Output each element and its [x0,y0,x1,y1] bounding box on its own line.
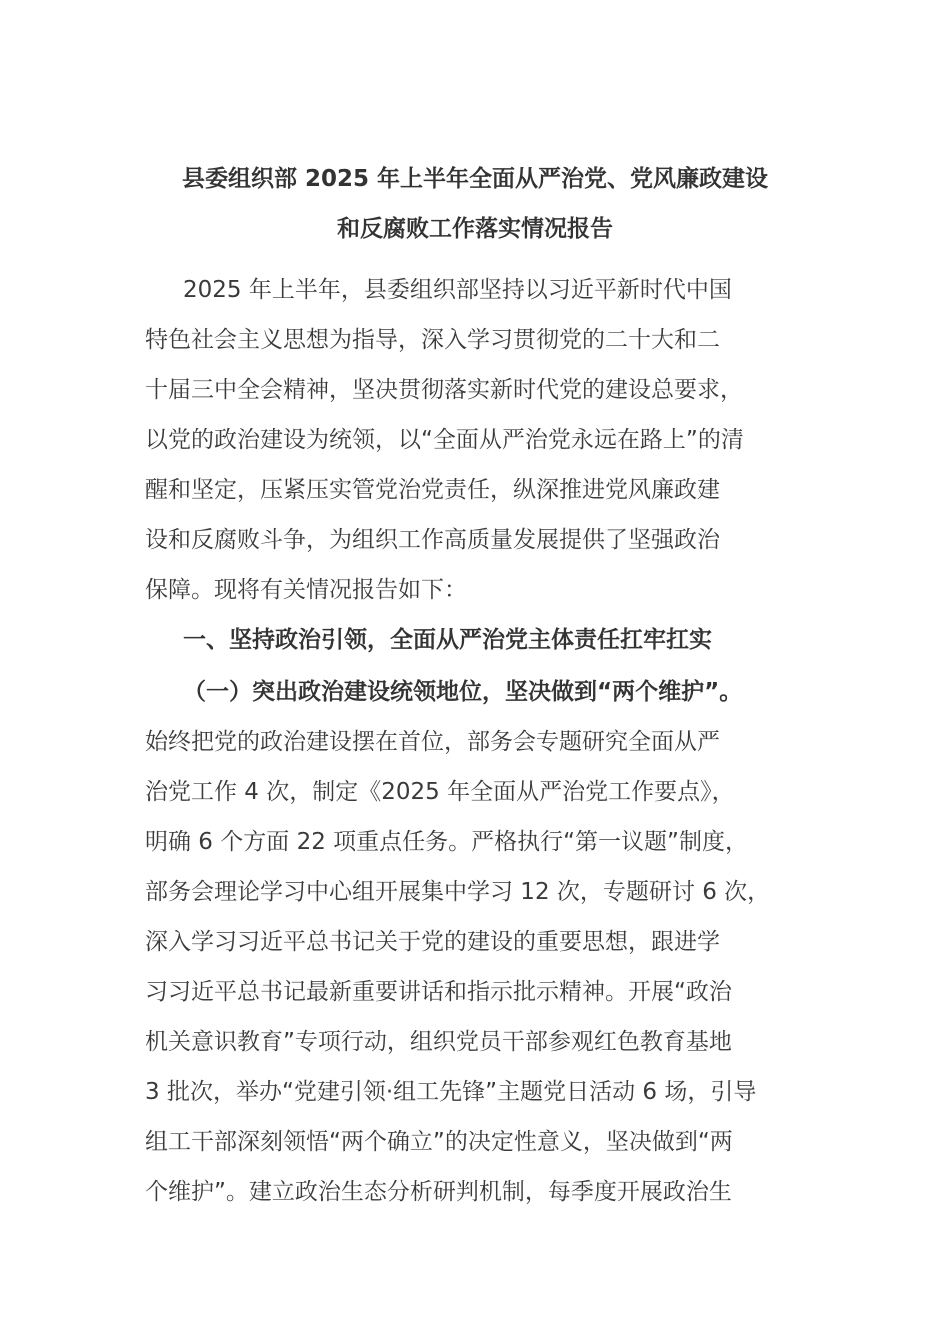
paragraph-line: 治党工作 4 次，制定《2025 年全面从严治党工作要点》， [145,779,735,805]
paragraph-line: 习习近平总书记最新重要讲话和指示批示精神。开展“政治 [145,979,732,1005]
paragraph-line: 以党的政治建设为统领，以“全面从严治党永远在路上”的清 [145,427,744,453]
paragraph-line: 醒和坚定，压紧压实管党治党责任，纵深推进党风廉政建 [145,477,720,503]
section-heading: 一、坚持政治引领，全面从严治党主体责任扛牢扛实 [183,627,712,653]
subsection-heading: （一）突出政治建设统领地位，坚决做到“两个维护”。 [183,679,743,705]
paragraph-line: 保障。现将有关情况报告如下： [145,577,467,603]
paragraph-line: 3 批次，举办“党建引领·组工先锋”主题党日活动 6 场，引导 [145,1079,757,1105]
paragraph-line: 2025 年上半年，县委组织部坚持以习近平新时代中国 [183,277,732,303]
document-title-line-1: 县委组织部 2025 年上半年全面从严治党、党风廉政建设 [181,166,769,192]
paragraph-line: 部务会理论学习中心组开展集中学习 12 次，专题研讨 6 次， [145,879,771,905]
paragraph-line: 深入学习习近平总书记关于党的建设的重要思想，跟进学 [145,929,720,955]
paragraph-line: 机关意识教育”专项行动，组织党员干部参观红色教育基地 [145,1029,732,1055]
paragraph-line: 组工干部深刻领悟“两个确立”的决定性意义，坚决做到“两 [145,1129,733,1155]
paragraph-line: 十届三中全会精神，坚决贯彻落实新时代党的建设总要求， [145,377,743,403]
paragraph-line: 特色社会主义思想为指导，深入学习贯彻党的二十大和二 [145,327,720,353]
paragraph-line: 设和反腐败斗争，为组织工作高质量发展提供了坚强政治 [145,527,720,553]
paragraph-line: 始终把党的政治建设摆在首位，部务会专题研究全面从严 [145,729,720,755]
paragraph-line: 个维护”。建立政治生态分析研判机制，每季度开展政治生 [145,1179,732,1205]
document-title-line-2: 和反腐败工作落实情况报告 [337,216,613,242]
paragraph-line: 明确 6 个方面 22 项重点任务。严格执行“第一议题”制度， [145,829,748,855]
